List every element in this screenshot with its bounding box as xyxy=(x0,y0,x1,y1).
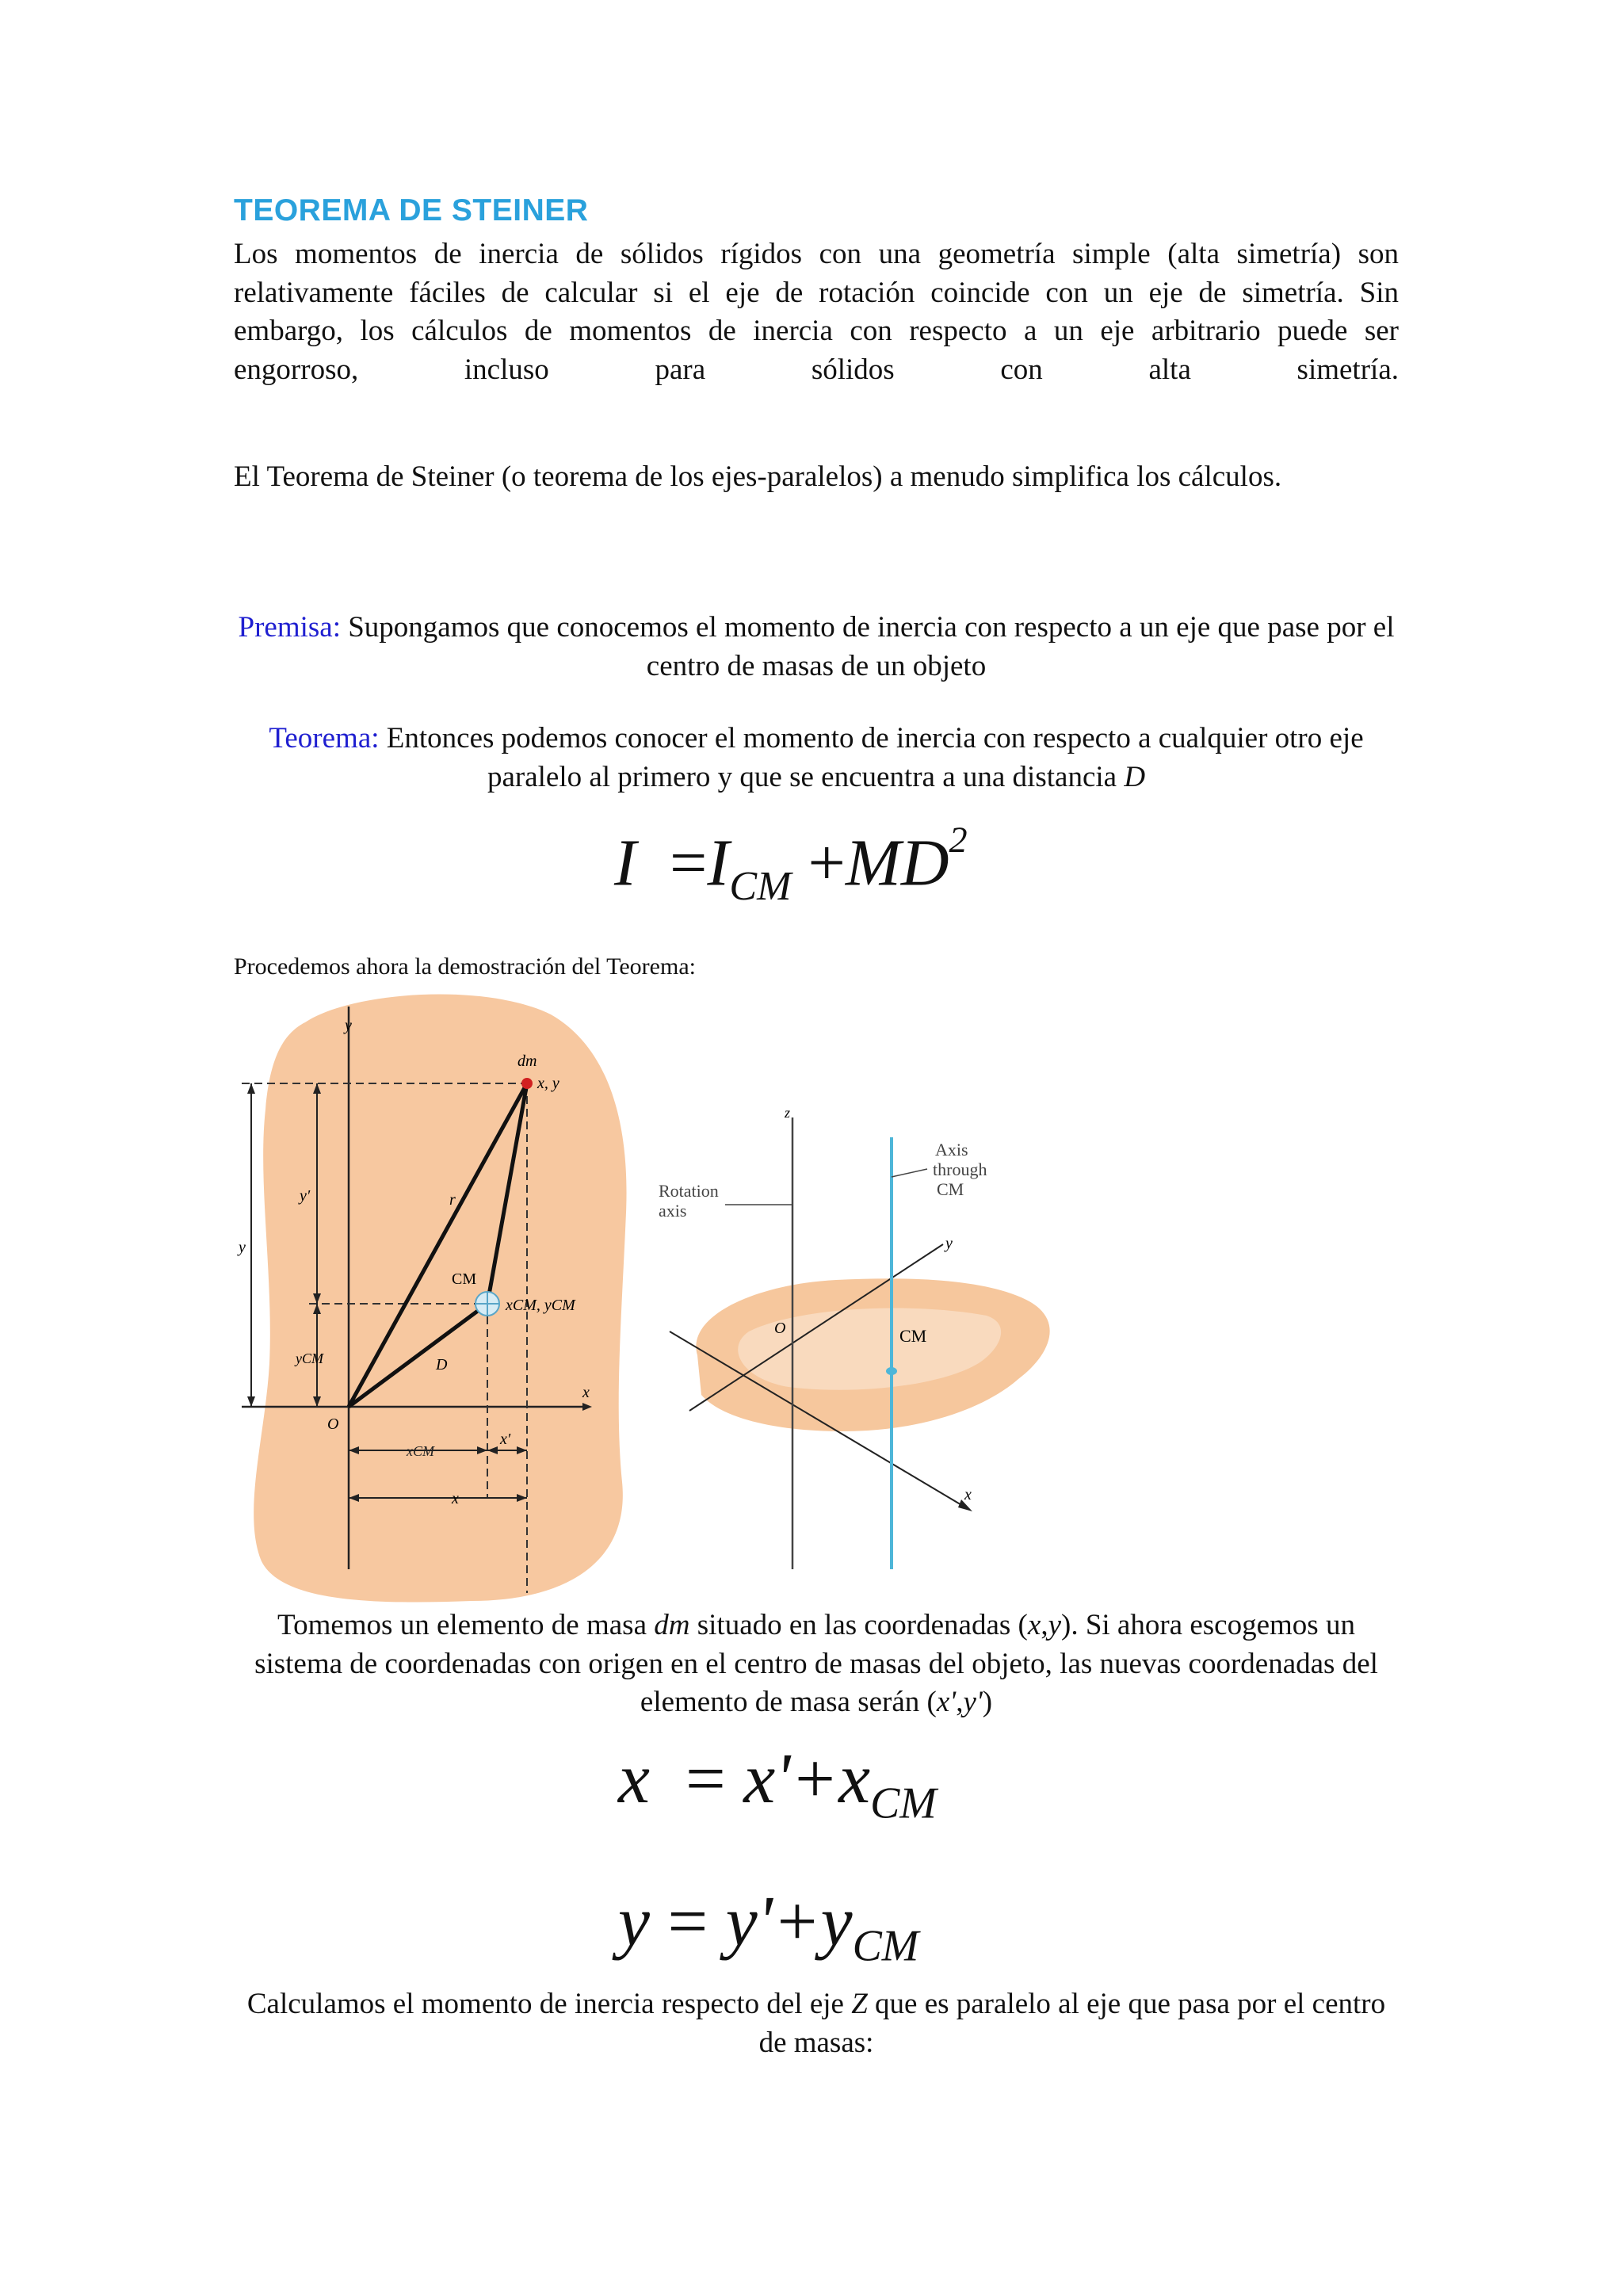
label-z: z xyxy=(785,1105,791,1121)
formula-x xyxy=(618,1736,937,1847)
label-through: through xyxy=(933,1159,987,1179)
label-x-axis: x xyxy=(582,1384,590,1401)
label-y-axis: y xyxy=(345,1017,352,1034)
p3-xprime: x' xyxy=(936,1686,957,1718)
fy-sub: CM xyxy=(852,1921,919,1971)
fy-eq: = xyxy=(667,1882,708,1961)
label-x: x xyxy=(452,1490,459,1507)
label-dm: dm xyxy=(517,1052,537,1070)
figure-parallel-axes xyxy=(654,1094,1066,1577)
theorem-distance: D xyxy=(1124,760,1146,793)
label-cm-axis: CM xyxy=(937,1179,964,1199)
p3-yprime: y' xyxy=(963,1686,983,1718)
label-xy: x, y xyxy=(537,1075,559,1092)
page-title: TEOREMA DE STEINER xyxy=(234,193,589,227)
p3-part4: ) xyxy=(982,1686,993,1718)
label-xcm: xCM xyxy=(407,1443,434,1459)
demo-intro: Procedemos ahora la demostración del Teorema: xyxy=(234,953,696,980)
p3-comma2: , xyxy=(956,1686,964,1718)
label-rotation: Rotation xyxy=(659,1181,719,1201)
intro-line-2: relativamente fáciles de calcular si el eje de rotación coincide con un eje de simetría. Sin xyxy=(234,276,1399,309)
intro-line-4: engorroso, incluso para sólidos con alta simetría. xyxy=(234,353,1399,386)
p3-comma: , xyxy=(1041,1609,1048,1641)
label-rotation-axis: axis xyxy=(659,1201,687,1221)
fx-eq: = xyxy=(685,1740,726,1818)
intro-line-3: embargo, los cálculos de momentos de inercia con respecto a un eje arbitrario puede ser xyxy=(234,315,1399,347)
p4-part1: Calculamos el momento de inercia respecto del eje xyxy=(246,1988,852,2020)
fy-lhs: y xyxy=(618,1882,650,1961)
formula-lhs: I xyxy=(614,826,636,900)
formula-plus: + xyxy=(808,826,846,900)
paragraph-coordinates xyxy=(234,1606,1399,1722)
theorem-text: Entonces podemos conocer el momento de inercia con respecto a cualquier otro eje paralelo al primero y que se encuentra a una distancia xyxy=(379,722,1364,793)
p3-part1: Tomemos un elemento de masa xyxy=(277,1609,655,1641)
label-cm-right: CM xyxy=(899,1326,927,1346)
theorem-paragraph xyxy=(234,720,1399,797)
p3-dm: dm xyxy=(654,1609,690,1641)
figure-coordinates xyxy=(234,991,650,1609)
formula-eq: = xyxy=(669,826,708,900)
intro-paragraph xyxy=(234,235,1399,389)
label-d: D xyxy=(436,1356,448,1373)
premise-text: Supongamos que conocemos el momento de inercia con respecto a un eje que pase por el centro de masas de un objeto xyxy=(340,611,1395,682)
label-y: y xyxy=(239,1239,246,1256)
fy-rhs: y'+y xyxy=(725,1882,853,1961)
formula-md: MD xyxy=(845,826,949,900)
label-r: r xyxy=(449,1191,456,1209)
premise-label: Premisa: xyxy=(238,611,341,644)
formula-y xyxy=(618,1878,918,1990)
label-y-right: y xyxy=(945,1235,953,1252)
label-axis: Axis xyxy=(935,1140,968,1159)
label-ycm: yCM xyxy=(296,1350,323,1366)
label-o-right: O xyxy=(774,1320,786,1337)
p3-part2: situado en las coordenadas ( xyxy=(689,1609,1028,1641)
fx-sub: CM xyxy=(870,1778,937,1828)
steiner-paragraph: El Teorema de Steiner (o teorema de los ejes-paralelos) a menudo simplifica los cálculos. xyxy=(234,460,1282,493)
theorem-label: Teorema: xyxy=(269,722,380,755)
formula-steiner xyxy=(614,800,968,926)
label-cm: CM xyxy=(452,1270,477,1288)
label-yprime: y′ xyxy=(300,1187,311,1205)
p4-part2: que es paralelo al eje que pasa por el centro de masas: xyxy=(758,1988,1386,2059)
formula-i: I xyxy=(707,826,730,900)
label-xprime: x′ xyxy=(500,1431,511,1448)
p3-part3: ). Si ahora escogemos un sistema de coordenadas con origen en el centro de masas del objeto, las nuevas coordenadas del elemento de masa serán ( xyxy=(254,1609,1378,1718)
fx-lhs: x xyxy=(618,1740,650,1818)
p3-x: x xyxy=(1027,1609,1041,1641)
label-xcm-ycm: xCM, yCM xyxy=(506,1297,575,1314)
paragraph-z-axis xyxy=(234,1985,1399,2062)
label-o: O xyxy=(327,1415,339,1433)
fx-rhs: x'+x xyxy=(743,1740,871,1818)
p3-y: y xyxy=(1048,1609,1061,1641)
formula-sub: CM xyxy=(729,863,792,909)
premise-paragraph xyxy=(234,609,1399,686)
formula-exp: 2 xyxy=(949,819,968,860)
label-x-right: x xyxy=(964,1486,972,1503)
intro-line-1: Los momentos de inercia de sólidos rígidos con una geometría simple (alta simetría) son xyxy=(234,238,1399,270)
p4-z: Z xyxy=(851,1988,868,2020)
